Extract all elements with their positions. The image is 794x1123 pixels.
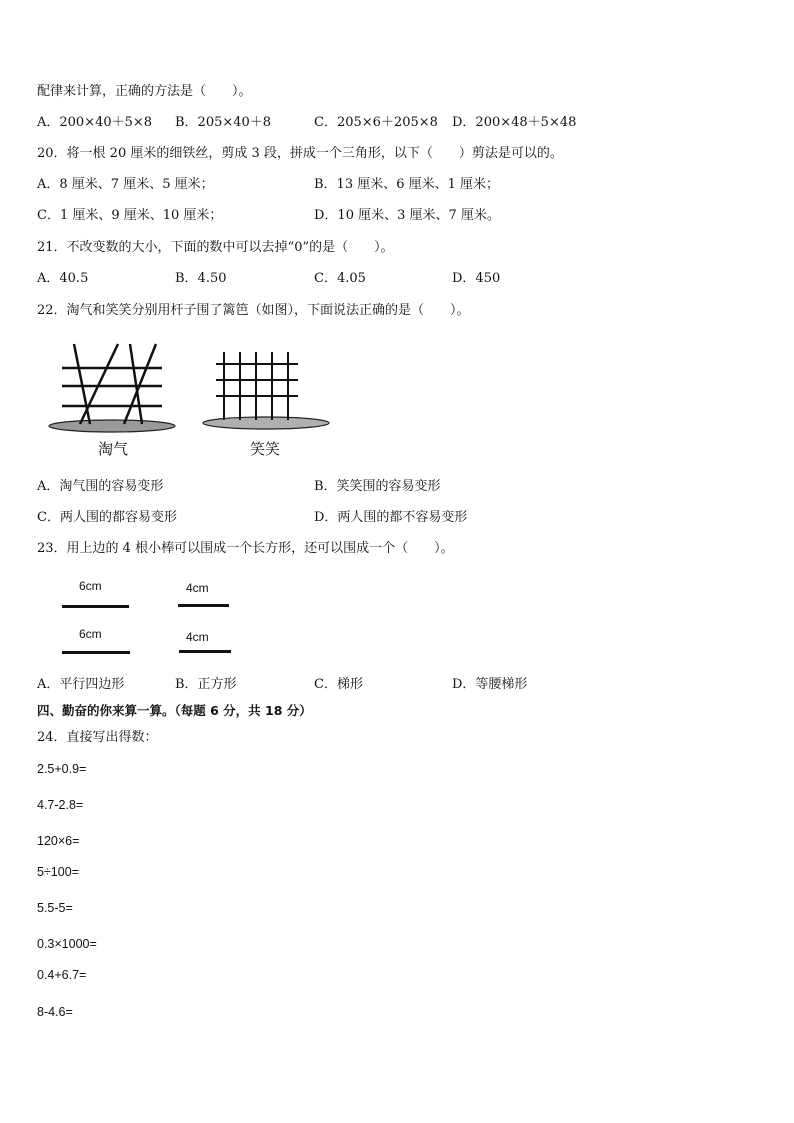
xiaoxiao-figure-label: 笑笑	[250, 440, 281, 458]
expression-6: 0.3×1000=	[37, 937, 97, 951]
q21-option-d: D．450	[452, 271, 501, 286]
xiaoxiao-fence-figure	[200, 350, 332, 432]
q19-stem-tail: 配律来计算，正确的方法是（ ）。	[37, 84, 252, 99]
section4-heading: 四、勤奋的你来算一算。（每题 6 分，共 18 分）	[37, 703, 312, 718]
q20-option-a: A．8 厘米、7 厘米、5 厘米；	[37, 177, 214, 192]
q23-option-a: A．平行四边形	[37, 677, 125, 692]
taoqi-fence-figure	[44, 340, 180, 435]
q22-option-a: A．淘气围的容易变形	[37, 479, 164, 494]
q20-option-d: D．10 厘米、3 厘米、7 厘米。	[314, 208, 500, 223]
q23-option-b: B．正方形	[175, 677, 237, 692]
q22-stem: 22．淘气和笑笑分别用杆子围了篱笆（如图），下面说法正确的是（ ）。	[37, 303, 470, 318]
q19-option-d: D．200×48＋5×48	[452, 115, 577, 130]
q19-option-c: C．205×6＋205×8	[314, 115, 438, 130]
stick-6cm-top	[62, 605, 129, 608]
expression-1: 2.5+0.9=	[37, 762, 87, 776]
expression-2: 4.7-2.8=	[37, 798, 84, 812]
stick-label-4cm-bottom: 4cm	[186, 630, 209, 644]
stick-label-6cm-bottom: 6cm	[79, 627, 102, 641]
stick-label-4cm-top: 4cm	[186, 581, 209, 595]
q23-option-c: C．梯形	[314, 677, 363, 692]
q21-stem: 21．不改变数的大小，下面的数中可以去掉“0”的是（ ）。	[37, 240, 394, 255]
stick-label-6cm-top: 6cm	[79, 579, 102, 593]
q24-stem: 24．直接写出得数：	[37, 730, 158, 745]
q22-option-b: B．笑笑围的容易变形	[314, 479, 441, 494]
q19-option-b: B．205×40＋8	[175, 115, 272, 130]
q22-option-c: C．两人围的都容易变形	[37, 510, 177, 525]
expression-7: 0.4+6.7=	[37, 968, 87, 982]
q21-option-c: C．4.05	[314, 271, 366, 286]
q23-stem: 23．用上边的 4 根小棒可以围成一个长方形，还可以围成一个（ ）。	[37, 541, 454, 556]
q20-stem: 20．将一根 20 厘米的细铁丝，剪成 3 段，拼成一个三角形，以下（ ）剪法是可以的。	[37, 146, 563, 161]
q22-option-d: D．两人围的都不容易变形	[314, 510, 468, 525]
q20-option-c: C．1 厘米、9 厘米、10 厘米；	[37, 208, 223, 223]
expression-8: 8-4.6=	[37, 1005, 73, 1019]
q20-option-b: B．13 厘米、6 厘米、1 厘米；	[314, 177, 500, 192]
expression-5: 5.5-5=	[37, 901, 73, 915]
q19-option-a: A．200×40＋5×8	[37, 115, 153, 130]
stick-4cm-top	[178, 604, 229, 607]
q21-option-b: B．4.50	[175, 271, 227, 286]
q23-option-d: D．等腰梯形	[452, 677, 528, 692]
expression-4: 5÷100=	[37, 865, 79, 879]
stick-4cm-bottom	[179, 650, 231, 653]
q21-option-a: A．40.5	[37, 271, 89, 286]
stick-6cm-bottom	[62, 651, 130, 654]
expression-3: 120×6=	[37, 834, 80, 848]
taoqi-figure-label: 淘气	[98, 440, 129, 458]
